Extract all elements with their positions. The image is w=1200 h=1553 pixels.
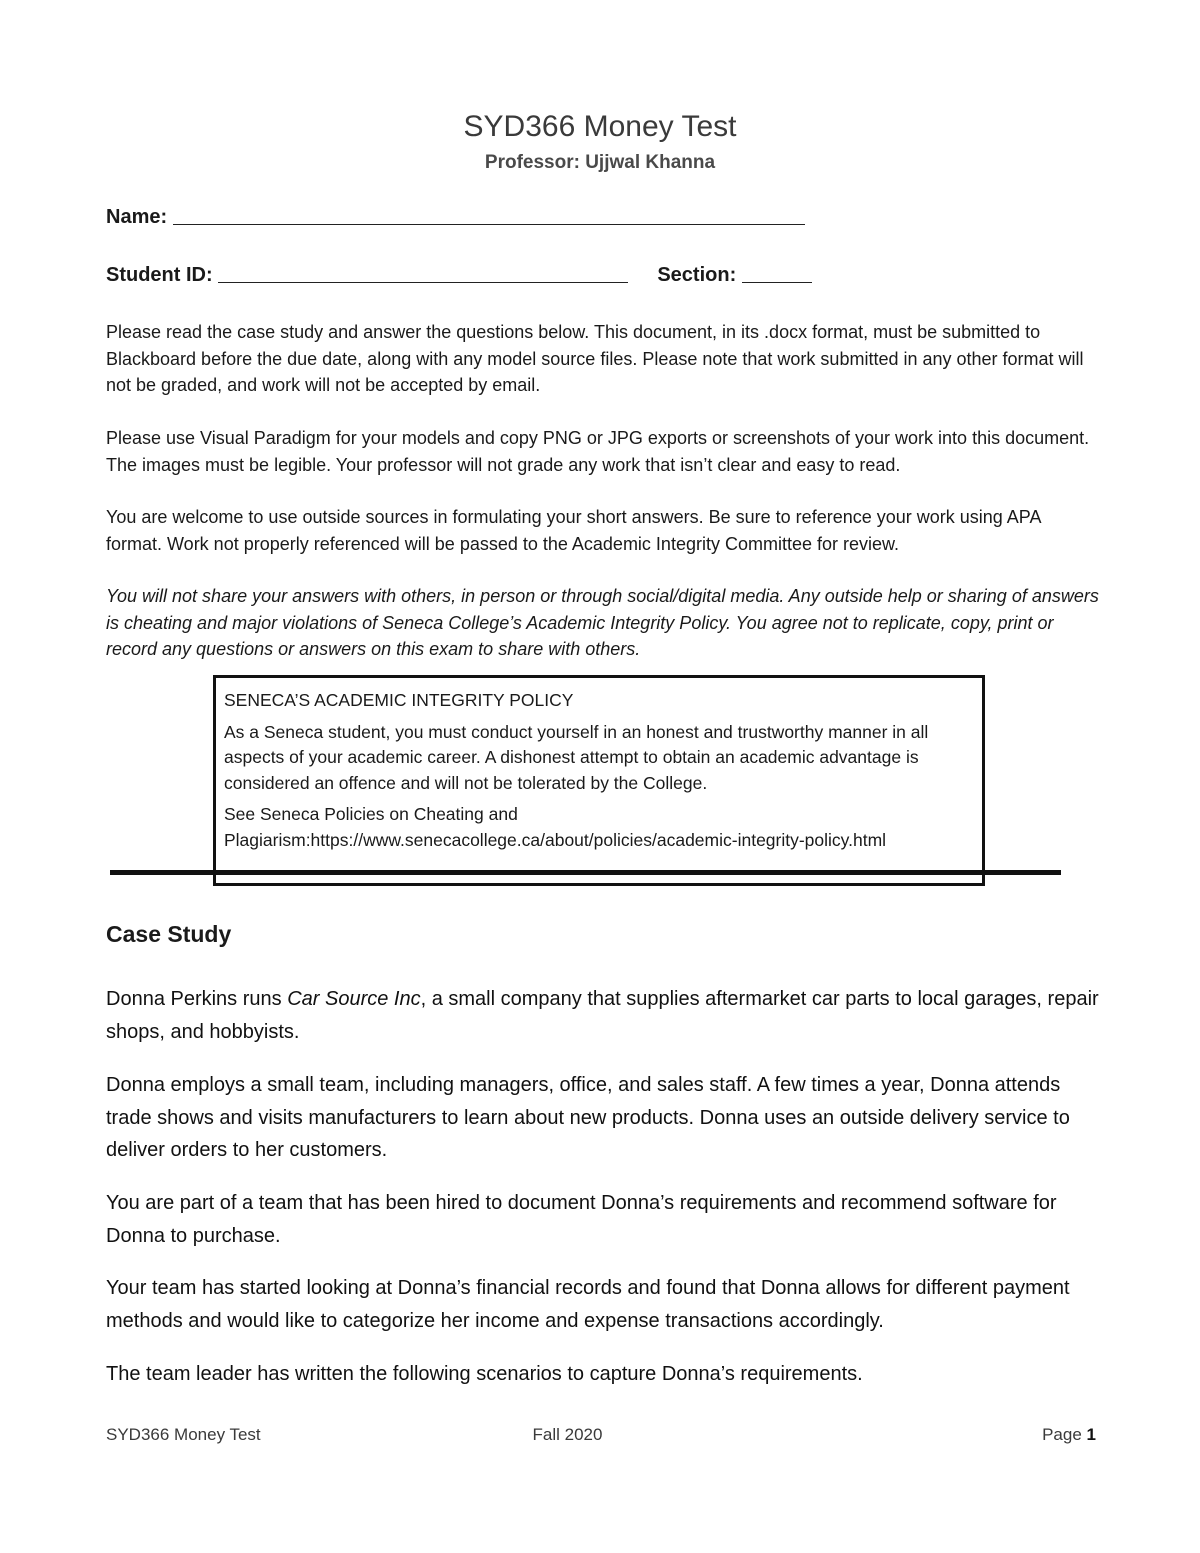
footer-page-number: 1 xyxy=(1086,1425,1096,1444)
professor-line: Professor: Ujjwal Khanna xyxy=(484,152,716,173)
name-label: Name: xyxy=(106,206,168,228)
policy-heading: SENECA’S ACADEMIC INTEGRITY POLICY xyxy=(224,690,574,710)
document-title: SYD366 Money Test xyxy=(463,110,737,143)
policy-body: As a Seneca student, you must conduct yourself in an honest and trustworthy manner in all aspects of your academic career. A dishonest attempt to obtain an academic advantage is considered an offence and will not be tolerated by the College. xyxy=(224,721,929,793)
footer-page-label: Page xyxy=(1042,1425,1082,1444)
footer-page xyxy=(1042,1425,1096,1445)
case-p1-prefix: Donna Perkins runs xyxy=(106,988,288,1010)
name-blank[interactable] xyxy=(173,206,805,225)
case-paragraph-2: Donna employs a small team, including managers, office, and sales staff. A few times a year, Donna attends trade shows and visits manufacturers to learn about new products. Donna uses an outside delivery service to deliver orders to her customers. xyxy=(106,1074,1070,1161)
footer-left: SYD366 Money Test xyxy=(106,1425,261,1444)
student-id-label: Student ID: xyxy=(106,264,213,286)
policy-link-text: See Seneca Policies on Cheating and Plagiarism:https://www.senecacollege.ca/about/policies/academic-integrity-policy.html xyxy=(224,804,887,850)
instructions-paragraph-2: Please use Visual Paradigm for your models and copy PNG or JPG exports or screenshots of your work into this document. The images must be legible. Your professor will not grade any work that isn’t clear and easy to read. xyxy=(106,428,1090,475)
section-label: Section: xyxy=(657,264,737,286)
instructions-paragraph-3: You are welcome to use outside sources in formulating your short answers. Be sure to reference your work using APA format. Work not properly referenced will be passed to the Academic Integrity Committee for review. xyxy=(106,507,1041,554)
case-paragraph-3: You are part of a team that has been hired to document Donna’s requirements and recommend software for Donna to purchase. xyxy=(106,1192,1057,1247)
company-name: Car Source Inc xyxy=(287,988,421,1010)
case-paragraph-1 xyxy=(106,983,1106,1048)
section-blank[interactable] xyxy=(742,264,812,283)
footer-center: Fall 2020 xyxy=(532,1425,603,1444)
integrity-statement: You will not share your answers with others, in person or through social/digital media. Any outside help or sharing of answers is cheating and major violations of Seneca College’s Academic Integrity Policy. You agree not to replicate, copy, print or record any questions or answers on this exam to share with others. xyxy=(106,586,1099,659)
academic-integrity-box xyxy=(213,675,985,886)
case-study-heading: Case Study xyxy=(106,921,232,947)
student-id-blank[interactable] xyxy=(218,264,628,283)
student-id-field-row xyxy=(106,264,812,287)
case-p1-suffix: , a small company that supplies aftermarket car parts to local garages, repair shops, and hobbyists. xyxy=(106,988,1099,1043)
instructions-paragraph-1: Please read the case study and answer the questions below. This document, in its .docx format, must be submitted to Blackboard before the due date, along with any model source files. Please note that work submitted in any other format will not be graded, and work will not be accepted by email. xyxy=(106,322,1084,395)
name-field-row xyxy=(106,206,805,229)
case-paragraph-4: Your team has started looking at Donna’s financial records and found that Donna allows for different payment methods and would like to categorize her income and expense transactions accordingly. xyxy=(106,1277,1070,1332)
case-paragraph-5: The team leader has written the following scenarios to capture Donna’s requirements. xyxy=(106,1363,863,1385)
